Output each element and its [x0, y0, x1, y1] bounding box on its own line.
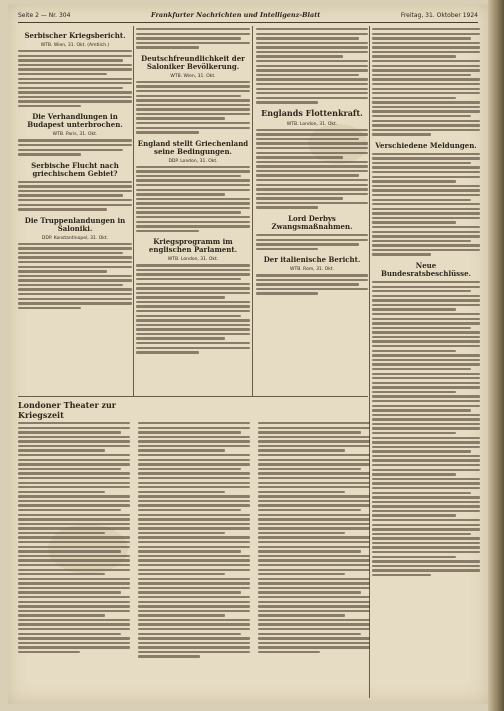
feuilleton-columns: [18, 420, 370, 662]
article-dateline: WTB. Wien, 31. Okt.: [170, 73, 216, 79]
header-date: Freitag, 31. Oktober 1924: [400, 11, 478, 19]
article-body: [136, 28, 250, 49]
article-dateline: WTB. Paris, 31. Okt.: [52, 132, 98, 138]
article-body: [18, 139, 132, 155]
article-dateline: WTB. London, 31. Okt.: [286, 121, 338, 127]
column-3: [256, 26, 368, 396]
article-headline: Deutschfreundlichkeit der Saloniker Bevölkerung.: [141, 53, 245, 71]
feuilleton-column: [138, 422, 250, 658]
feuilleton-column: [258, 422, 370, 658]
article-dateline: WTB. Wien, 31. Okt. (Amtlich.): [40, 43, 110, 49]
article-dateline: WTB. Rom, 31. Okt.: [290, 267, 334, 273]
article-headline: Kriegsprogramm im englischen Parlament.: [148, 237, 238, 255]
article-body: [256, 274, 368, 295]
article-body: [372, 28, 480, 136]
feuilleton-column: [18, 422, 130, 658]
article-headline: Neue Bundesratsbeschlüsse.: [381, 260, 471, 278]
article-body: [372, 153, 480, 256]
article-headline: Serbischer Kriegsbericht.: [24, 31, 126, 40]
article-body: [18, 50, 132, 107]
article-body: [256, 28, 368, 104]
article-body: [136, 166, 250, 232]
article-headline: Serbische Flucht nach griechischem Gebiet?: [31, 160, 119, 178]
article-headline: Verschiedene Meldungen.: [375, 140, 477, 150]
column-rule: [252, 26, 253, 396]
book-spine: [488, 0, 504, 711]
article-dateline: DDP. London, 31. Okt.: [168, 158, 218, 164]
column-rule: [133, 26, 134, 396]
article-headline: Lord Derbys Zwangsmaßnahmen.: [271, 213, 353, 231]
article-dateline: WTB. London, 31. Okt.: [167, 257, 219, 263]
article-body: [256, 129, 368, 209]
article-body: [136, 81, 250, 134]
feuilleton-title: Londoner Theater zur Kriegszeit: [18, 400, 117, 420]
article-body: [18, 243, 132, 309]
article-headline: England stellt Griechenland seine Bedingungen.: [137, 138, 249, 156]
article-headline: Der italienische Bericht.: [263, 255, 361, 265]
article-body: [372, 281, 480, 576]
header-page-number: Seite 2 — Nr. 304: [18, 11, 71, 19]
article-headline: Die Truppenlandungen in Saloniki.: [24, 215, 126, 233]
header-newspaper-title: Frankfurter Nachrichten und Intelligenz-Blatt: [151, 11, 321, 19]
article-body: [136, 264, 250, 353]
column-4: [372, 26, 480, 704]
feuilleton-section: [18, 398, 368, 698]
page-header: [18, 8, 478, 23]
article-headline: Die Verhandlungen in Budapest unterbrochen.: [27, 112, 123, 130]
column-1: [18, 26, 132, 396]
article-headline: Englands Flottenkraft.: [261, 107, 363, 118]
newspaper-page: [8, 4, 488, 704]
article-dateline: DDP. Konstantinopel, 31. Okt.: [41, 235, 109, 241]
article-body: [18, 181, 132, 211]
article-body: [256, 234, 368, 250]
